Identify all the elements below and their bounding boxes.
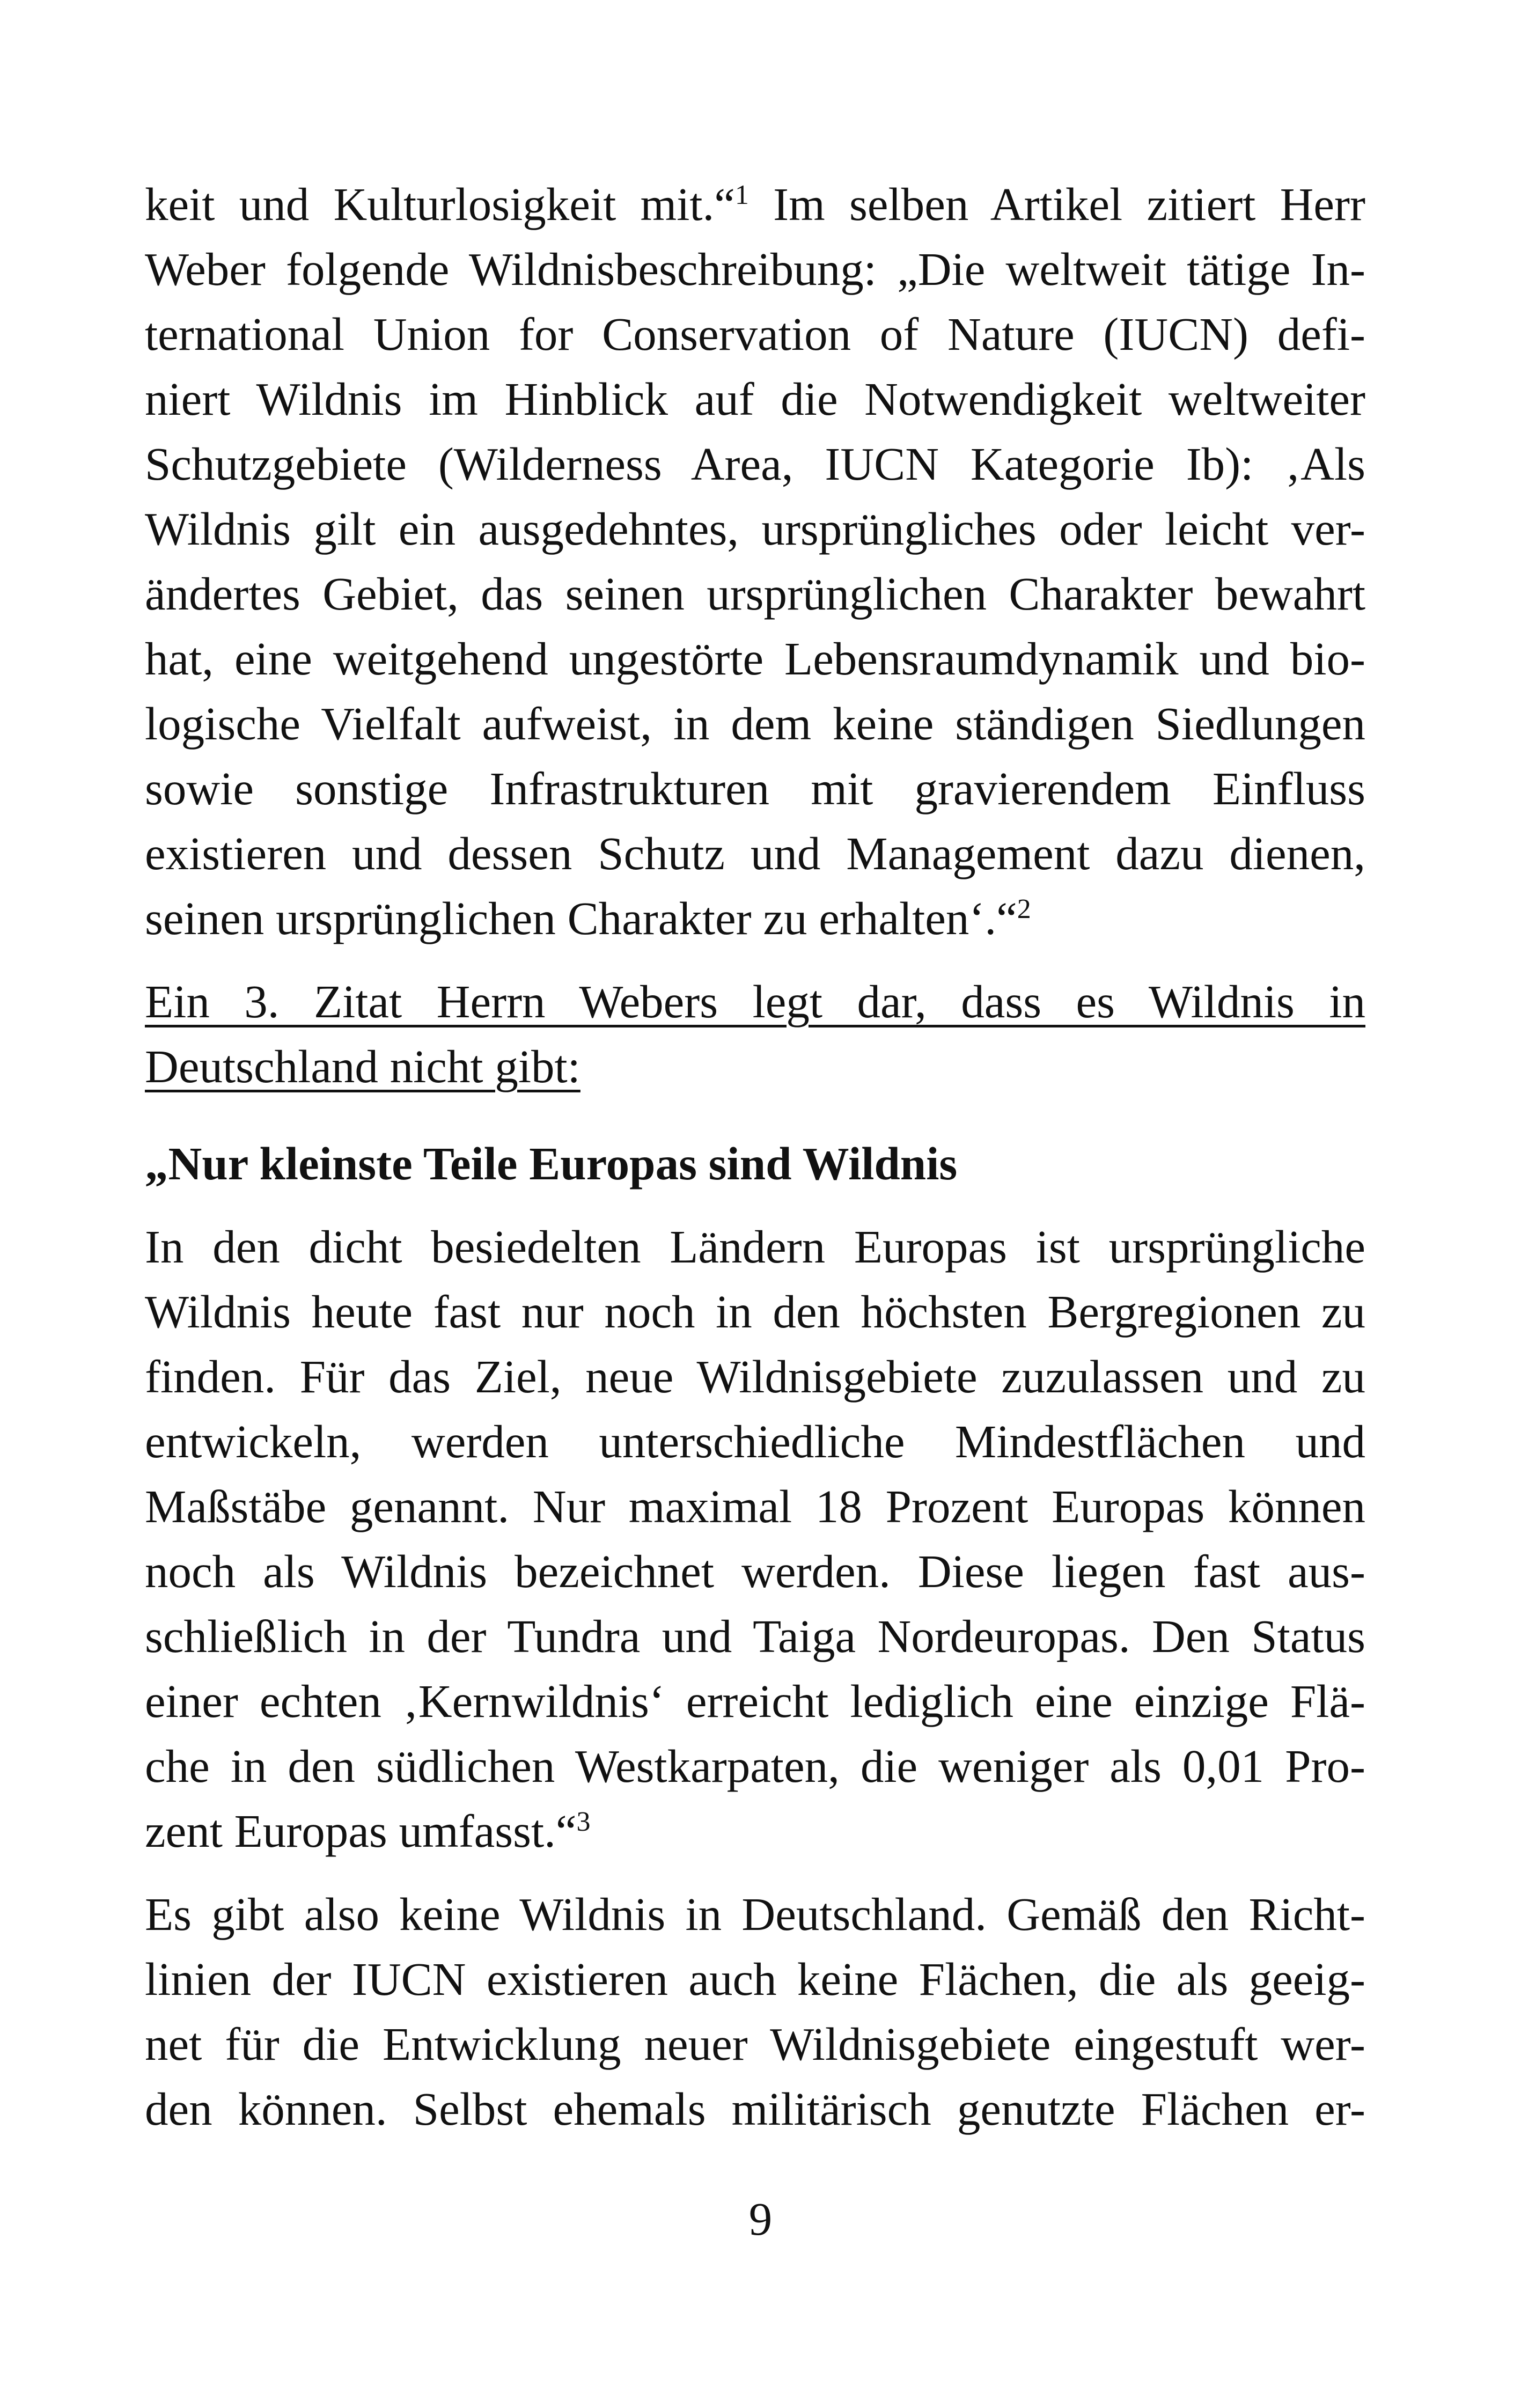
quote-heading: „Nur kleinste Teile Europas sind Wildnis	[145, 1137, 958, 1190]
text-line: ändertes Gebiet, das seinen ursprünglichen Charakter bewahrt	[145, 568, 1365, 620]
text-line: hat, eine weitgehend ungestörte Lebensraumdynamik und bio-	[145, 633, 1365, 685]
text-line: net für die Entwicklung neuer Wildnisgebiete eingestuft wer-	[145, 2018, 1365, 2070]
text-line: Wildnis gilt ein ausgedehntes, ursprüngliches oder leicht ver-	[145, 503, 1365, 555]
text-line: schließlich in der Tundra und Taiga Nordeuropas. Den Status	[145, 1610, 1365, 1662]
footnote-marker: 1	[734, 180, 749, 210]
text-line: zent Europas umfasst.“$^3$	[145, 1805, 591, 1857]
text-line: Wildnis heute fast nur noch in den höchsten Bergregionen zu	[145, 1286, 1365, 1338]
text-line: In den dicht besiedelten Ländern Europas ist ursprüngliche	[145, 1221, 1365, 1273]
footnote-marker: 2	[1017, 894, 1031, 924]
footnote-marker: 3	[576, 1807, 591, 1837]
text-line: niert Wildnis im Hinblick auf die Notwendigkeit weltweiter	[145, 373, 1365, 425]
text-line: einer echten ‚Kernwildnis‘ erreicht lediglich eine einzige Flä-	[145, 1675, 1365, 1727]
paragraph-1	[145, 172, 1365, 951]
text-line: existieren und dessen Schutz und Management dazu dienen,	[145, 827, 1365, 879]
text-line: Deutschland nicht gibt:	[145, 1040, 581, 1092]
text-line: noch als Wildnis bezeichnet werden. Diese liegen fast aus-	[145, 1545, 1365, 1597]
underlined-statement	[145, 969, 1365, 1099]
text-line: Weber folgende Wildnisbeschreibung: „Die weltweit tätige In-	[145, 243, 1365, 295]
text-line: entwickeln, werden unterschiedliche Mindestflächen und	[145, 1415, 1365, 1467]
paragraph-conclusion	[145, 1882, 1365, 2141]
text-line: ternational Union for Conservation of Nature (IUCN) defi-	[145, 308, 1365, 360]
page-body	[145, 172, 1365, 2141]
text-line: Es gibt also keine Wildnis in Deutschland. Gemäß den Richt-	[145, 1888, 1365, 1940]
text-line: Schutzgebiete (Wilderness Area, IUCN Kategorie Ib): ‚Als	[145, 438, 1365, 490]
paragraph-quote	[145, 1214, 1365, 1863]
text-line: linien der IUCN existieren auch keine Flächen, die als geeig-	[145, 1953, 1365, 2005]
text-line: den können. Selbst ehemals militärisch genutzte Flächen er-	[145, 2083, 1365, 2135]
page-number: 9	[748, 2193, 773, 2245]
text-line: seinen ursprünglichen Charakter zu erhalten‘.“$^2$	[145, 892, 1031, 944]
text-line: Maßstäbe genannt. Nur maximal 18 Prozent Europas können	[145, 1480, 1365, 1532]
text-line: finden. Für das Ziel, neue Wildnisgebiete zuzulassen und zu	[145, 1350, 1365, 1403]
text-line: logische Vielfalt aufweist, in dem keine ständigen Siedlungen	[145, 698, 1365, 750]
text-line: keit und Kulturlosigkeit mit.“$^1$ Im selben Artikel zitiert Herr	[145, 178, 1365, 230]
text-line: Ein 3. Zitat Herrn Webers legt dar, dass es Wildnis in	[145, 975, 1365, 1027]
text-line: sowie sonstige Infrastrukturen mit gravierendem Einfluss	[145, 762, 1365, 814]
text-line: che in den südlichen Westkarpaten, die weniger als 0,01 Pro-	[145, 1740, 1365, 1792]
